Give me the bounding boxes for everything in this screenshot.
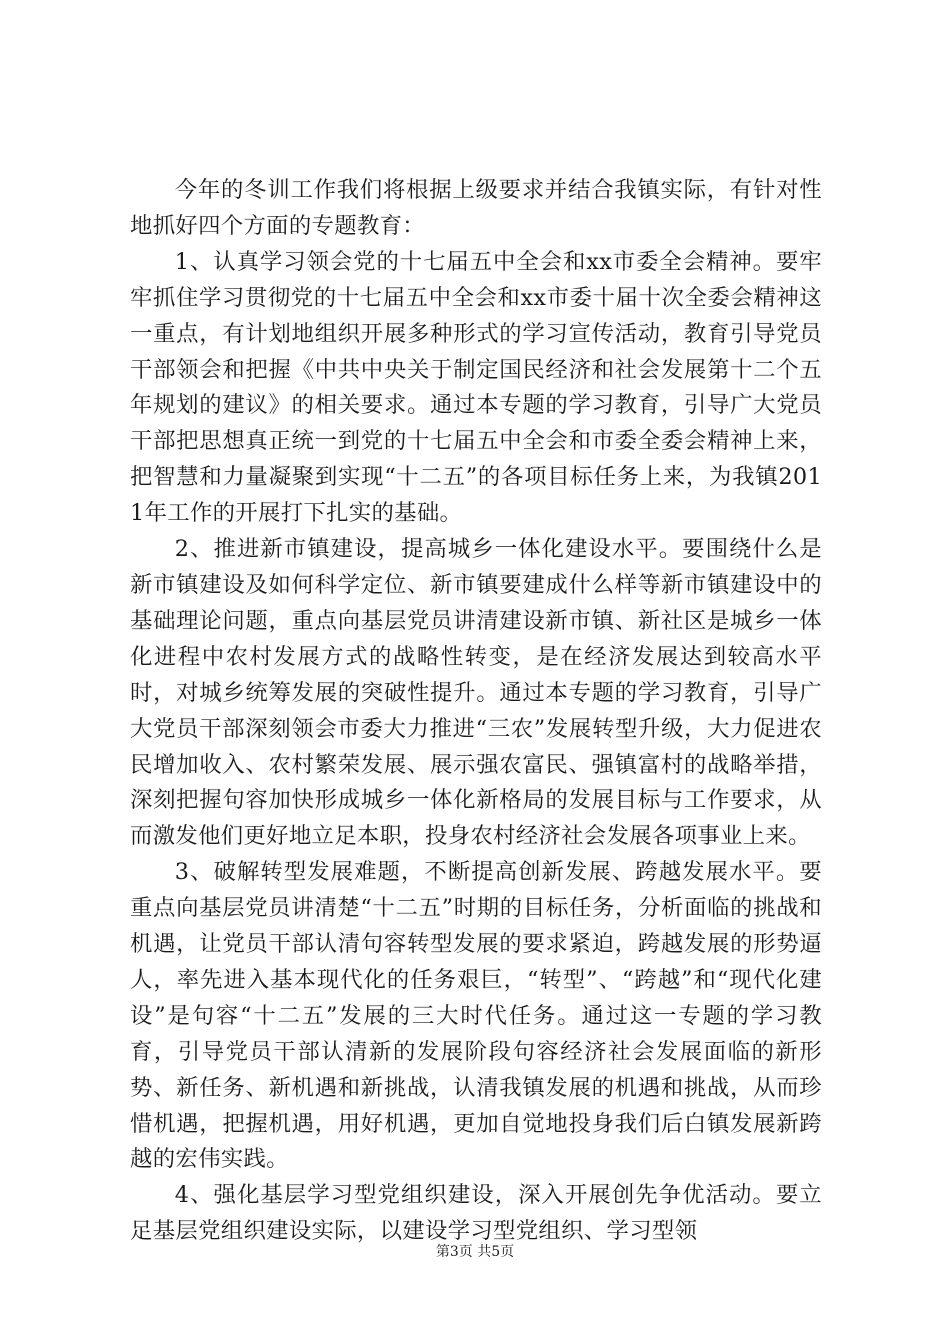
paragraph-topic-2: 2、推进新市镇建设，提高城乡一体化建设水平。要围绕什么是新市镇建设及如何科学定位、新市镇要建成什么样等新市镇建设中的基础理论问题，重点向基层党员讲清建设新市镇、新社区是城乡一体化进程中农村发展方式的战略性转变，是在经济发展达到较高水平时，对城乡统筹发展的突破性提升。通过本专题的学习教育，引导广大党员干部深刻领会市委大力推进“三农”发展转型升级，大力促进农民增加收入、农村繁荣发展、展示强农富民、强镇富村的战略举措，深刻把握句容加快形成城乡一体化新格局的发展目标与工作要求，从而激发他们更好地立足本职，投身农村经济社会发展各项事业上来。 bbox=[130, 536, 822, 850]
document-body bbox=[130, 173, 822, 1250]
paragraph-intro: 今年的冬训工作我们将根据上级要求并结合我镇实际，有针对性地抓好四个方面的专题教育： bbox=[130, 177, 822, 239]
paragraph-topic-1: 1、认真学习领会党的十七届五中全会和xx市委全会精神。要牢牢抓住学习贯彻党的十七届五中全会和xx市委十届十次全委会精神这一重点，有计划地组织开展多种形式的学习宣传活动，教育引导党员干部领会和把握《中共中央关于制定国民经济和社会发展第十二个五年规划的建议》的相关要求。通过本专题的学习教育，引导广大党员干部把思想真正统一到党的十七届五中全会和市委全委会精神上来，把智慧和力量凝聚到实现“十二五”的各项目标任务上来，为我镇2011年工作的开展打下扎实的基础。 bbox=[130, 248, 822, 527]
paragraph-topic-4: 4、强化基层学习型党组织建设，深入开展创先争优活动。要立足基层党组织建设实际，以建设学习型党组织、学习型领 bbox=[130, 1182, 822, 1245]
page-number-footer: 第3页 共5页 bbox=[435, 1244, 515, 1260]
paragraph-topic-3: 3、破解转型发展难题，不断提高创新发展、跨越发展水平。要重点向基层党员讲清楚“十二五”时期的目标任务，分析面临的挑战和机遇，让党员干部认清句容转型发展的要求紧迫，跨越发展的形势逼人，率先进入基本现代化的任务艰巨，“转型”、“跨越”和“现代化建设”是句容“十二五”发展的三大时代任务。通过这一专题的学习教育，引导党员干部认清新的发展阶段句容经济社会发展面临的新形势、新任务、新机遇和新挑战，认清我镇发展的机遇和挑战，从而珍惜机遇，把握机遇，用好机遇，更加自觉地投身我们后白镇发展新跨越的宏伟实践。 bbox=[130, 859, 822, 1173]
